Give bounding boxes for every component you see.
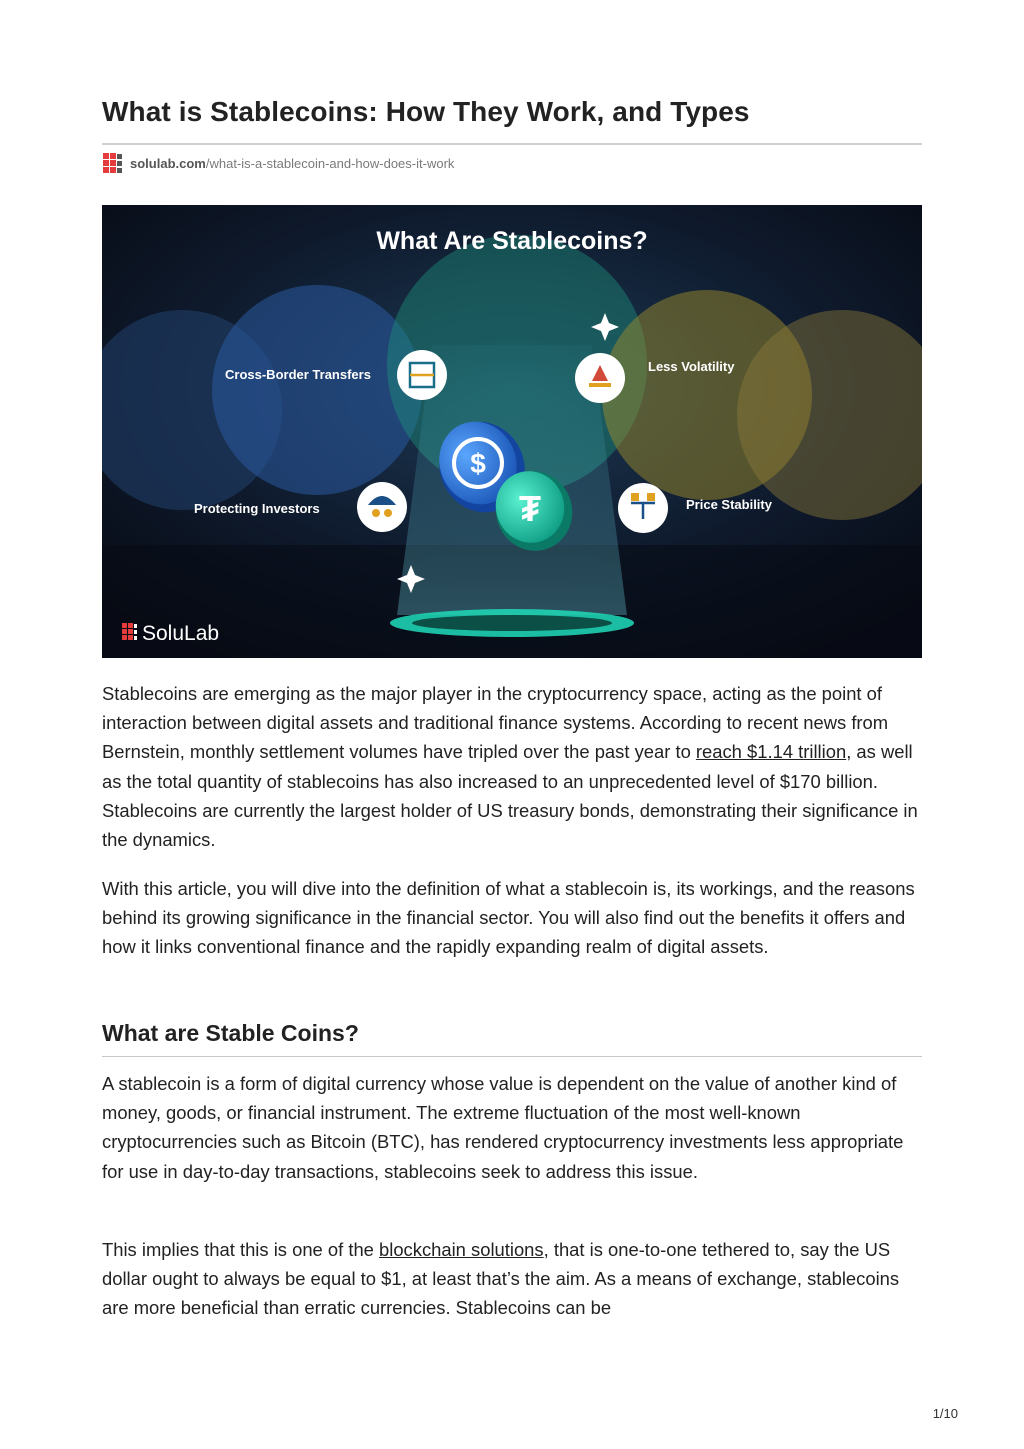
title-divider [102, 143, 922, 145]
label-protecting-investors: Protecting Investors [194, 501, 320, 516]
article-overview-paragraph: With this article, you will dive into the definition of what a stablecoin is, its workings, and the reasons behind its growing significance in the financial sector. You will also find out the benefits it offers and how it links conventional finance and the rapidly expanding realm of digital assets. [102, 878, 915, 958]
source-domain: solulab.com [130, 155, 206, 171]
price-stability-icon [618, 483, 668, 533]
section-divider [102, 1056, 922, 1057]
hero-illustration [102, 205, 922, 658]
definition-paragraph: A stablecoin is a form of digital currency whose value is dependent on the value of another kind of money, goods, or financial instrument. The extreme fluctuation of the most well-known cryptocurrencies such as Bitcoin (BTC), has rendered cryptocurrency investments less appropriate for use in day-to-day transactions, stablecoins seek to address this issue. [102, 1073, 904, 1182]
less-volatility-icon [575, 353, 625, 403]
solulab-logo-icon [102, 152, 124, 174]
hero-heading: What Are Stablecoins? [376, 227, 648, 255]
blockchain-solutions-link[interactable]: blockchain solutions [379, 1239, 544, 1260]
cross-border-icon [397, 350, 447, 400]
page-number: 1/10 [932, 1406, 958, 1421]
solulab-logo-icon [122, 623, 137, 640]
svg-text:$: $ [470, 448, 486, 479]
label-price-stability: Price Stability [686, 497, 772, 512]
source-line [102, 152, 454, 174]
label-cross-border: Cross-Border Transfers [225, 367, 371, 382]
section-heading: What are Stable Coins? [102, 1020, 359, 1046]
label-less-volatility: Less Volatility [648, 359, 735, 374]
reach-trillion-link[interactable]: reach $1.14 trillion [695, 741, 847, 763]
page-title: What is Stablecoins: How They Work, and Types [102, 96, 750, 127]
svg-text:₮: ₮ [519, 488, 541, 529]
hero-brand: SoluLab [142, 622, 220, 645]
intro-paragraph: Stablecoins are emerging as the major player in the cryptocurrency space, acting as the point of interaction between digital assets and traditional finance systems. According to recent news from Bernstein, monthly settlement volumes have tripled over the past year to reach $1.14 trillion, as well as the total quantity of stablecoins has also increased to an unprecedented level of $170 billion. Stablecoins are currently the largest holder of US treasury bonds, demonstrating their significance in the dynamics. [102, 683, 918, 851]
source-link[interactable] [130, 156, 454, 171]
hero-image [102, 205, 922, 658]
blockchain-paragraph: This implies that this is one of the blockchain solutions, that is one-to-one tethered to, say the US dollar ought to always be equal to $1, at least that’s the aim. As a means of exchange, stablecoins are more beneficial than erratic currencies. Stablecoins can be [102, 1239, 900, 1319]
protecting-investors-icon [357, 482, 407, 532]
source-path: /what-is-a-stablecoin-and-how-does-it-work [205, 155, 455, 171]
